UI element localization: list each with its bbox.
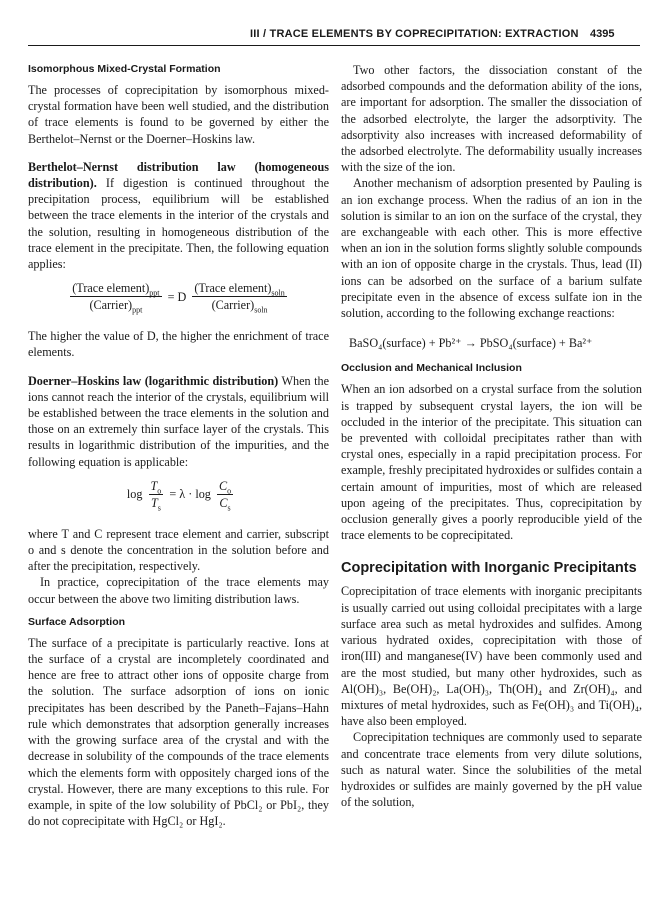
paragraph-doerner-hoskins <box>28 373 329 470</box>
header-rule <box>28 45 640 46</box>
heading-surface-adsorption: Surface Adsorption <box>28 615 126 628</box>
paragraph-higher-d: The higher the value of D, the higher the enrichment of trace elements. <box>28 329 329 360</box>
running-title: III / TRACE ELEMENTS BY COPRECIPITATION: EXTRACTION <box>250 28 579 40</box>
eq2-c-den: C <box>219 496 228 511</box>
paragraph-techniques: Coprecipitation techniques are commonly used to separate and concentrate trace elements from very dilute solutions, such as natural water. Since the solubilities of the metal hydroxides or sulfides are mainly governed by the pH value of the solution, <box>341 730 642 810</box>
eq1-fraction-left <box>70 280 161 313</box>
eq2-t-den: T <box>150 496 158 511</box>
paragraph-where: where T and C represent trace element and carrier, subscript o and s denote the concentration in the solution before and after the precipitation, respectively. <box>28 526 329 574</box>
eq2-lambda-log: = λ · log <box>169 487 211 502</box>
eq2-sub-s-c: s <box>227 503 231 513</box>
paragraph-inorganic: Coprecipitation of trace elements with inorganic precipitants is usually carried out using colloidal precipitates with a large surface area such as metal hydroxides and sulfides. Among various hydrated oxides, coprecipitation with those of iron(III) and manganese(IV) have been commonly used and are the most studied, but many other hydroxides, such as Al(OH)₃, Be(OH)₂, La(OH)₃, Th(OH)₄ and Zr(OH)₄, and mixtures of metal hydroxides, such as Fe(OH)₃ and Ti(OH)₄, have also been employed. <box>341 584 642 729</box>
eq1-sub-soln-2: soln <box>254 305 268 315</box>
doerner-hoskins-title: Doerner–Hoskins law (logarithmic distribution) <box>28 373 279 388</box>
eq1-denominator-right: (Carrier) <box>211 298 255 313</box>
equation-exchange-reaction: BaSO₄(surface) + Pb²⁺ → PbSO₄(surface) + Ba²⁺ <box>349 336 593 351</box>
equation-doerner-hoskins <box>28 478 329 518</box>
eq2-t-num: T <box>150 478 158 493</box>
eq2-sub-o-c: o <box>227 486 232 496</box>
eq1-sub-ppt-2: ppt <box>132 305 143 315</box>
equation-berthelot-nernst <box>28 280 329 320</box>
eq1-fraction-right <box>192 280 286 313</box>
berthelot-nernst-text: If digestion is continued throughout the precipitation process, equilibrium will be established between the trace elements in the interior of the crystals and the solution, resulting in homogeneous distribution of the trace element in the precipitate. Then, the following equation applies: <box>28 176 330 272</box>
paragraph-two-factors: Two other factors, the dissociation constant of the adsorbed compounds and the deformation ability of the ions, are important for adsorption. The smaller the dissociation of the adsorbed electrolyte, the larger the adsorptivity. The adsorptivity also increases with increased deformability of the adsorbed electrolyte. The deformability usually increases with the size of the ion. <box>341 63 642 175</box>
paragraph-ion-exchange: Another mechanism of adsorption presented by Pauling is an ion exchange process. When the radius of an ion in the solution is similar to an ion on the surface of the crystal, they are exchangeable with each other. This is more effective when an ion in the solution forms slightly soluble compounds with an ion of opposite charge in the crystals. Thus, lead (II) ions can be adsorbed on the surface of a barium sulfate precipitate even in the absence of excess sulfate ion in the solution, according to the following exchange reactions: <box>341 176 642 321</box>
eq1-equals-d: = D <box>167 289 187 304</box>
berthelot-nernst-title: Berthelot–Nernst distribution law (homogeneous distribution). <box>28 159 329 191</box>
paragraph-isomorphous: The processes of coprecipitation by isomorphous mixed-crystal formation have been well studied, and the distribution of trace elements is found to be governed by either the Berthelot–Nernst or the Doerner–Hoskins law. <box>28 83 329 146</box>
paragraph-occlusion: When an ion adsorbed on a crystal surface from the solution is trapped by subsequent crystal layers, the ion will be occluded in the interior of the precipitate. This situation can be prevented with colloidal precipitates rather than with crystal ones, especially in a rapid precipitation process. For example, freshly precipitated hydroxides or sulfides contain a certain amount of impurities, most of which are released upon ageing of the precipitates. Thus, coprecipitation by occlusion generally gives a poorly reproducible yield of the trace elements to be coprecipitated. <box>341 382 642 543</box>
paragraph-surface-adsorption: The surface of a precipitate is particularly reactive. Ions at the surface of a crystal are incompletely coordinated and hence are free to attract other ions of opposite charge from the solution. The surface adsorption of ions on ionic precipitates has been described by the Paneth–Fajans–Hahn rule which demonstrates that adsorption generally increases with the growing surface area of the crystal and with the decrease in solubility of the compounds of the trace elements which the elements form with oppositely charged ions of the crystal. However, there are many exceptions to this rule. For example, in spite of the low solubility of PbCl₂ or PbI₂, they do not coprecipitate with HgCl₂ or HgI₂. <box>28 635 329 829</box>
heading-isomorphous: Isomorphous Mixed-Crystal Formation <box>28 63 221 75</box>
left-column <box>28 62 329 829</box>
eq1-denominator-left: (Carrier) <box>89 298 133 313</box>
eq1-sub-soln: soln <box>271 288 285 298</box>
eq1-numerator-left: (Trace element) <box>72 281 150 296</box>
heading-inorganic-precipitants: Coprecipitation with Inorganic Precipitants <box>341 560 637 577</box>
eq2-fraction-t <box>149 478 164 511</box>
eq2-c-num: C <box>218 478 228 493</box>
paragraph-practice: In practice, coprecipitation of the trace elements may occur between the above two limiting distribution laws. <box>28 575 329 606</box>
page-number: 4395 <box>590 28 615 40</box>
heading-occlusion: Occlusion and Mechanical Inclusion <box>341 362 522 375</box>
eq1-sub-ppt: ppt <box>149 288 160 298</box>
right-column <box>341 62 642 810</box>
eq2-log: log <box>126 487 143 502</box>
doerner-hoskins-text: When the ions cannot reach the interior of the crystals, equilibrium will be established between the trace elements in the solution and those on an extremely thin surface layer of the crystals. This results in logarithmic distribution of the impurities, and the following equation is applicable: <box>28 373 330 469</box>
eq2-fraction-c <box>217 478 233 511</box>
eq1-numerator-right: (Trace element) <box>194 281 272 296</box>
running-header <box>0 26 668 46</box>
eq2-sub-o-t: o <box>157 486 162 496</box>
eq2-sub-s-t: s <box>157 503 161 513</box>
paragraph-berthelot-nernst <box>28 159 329 272</box>
